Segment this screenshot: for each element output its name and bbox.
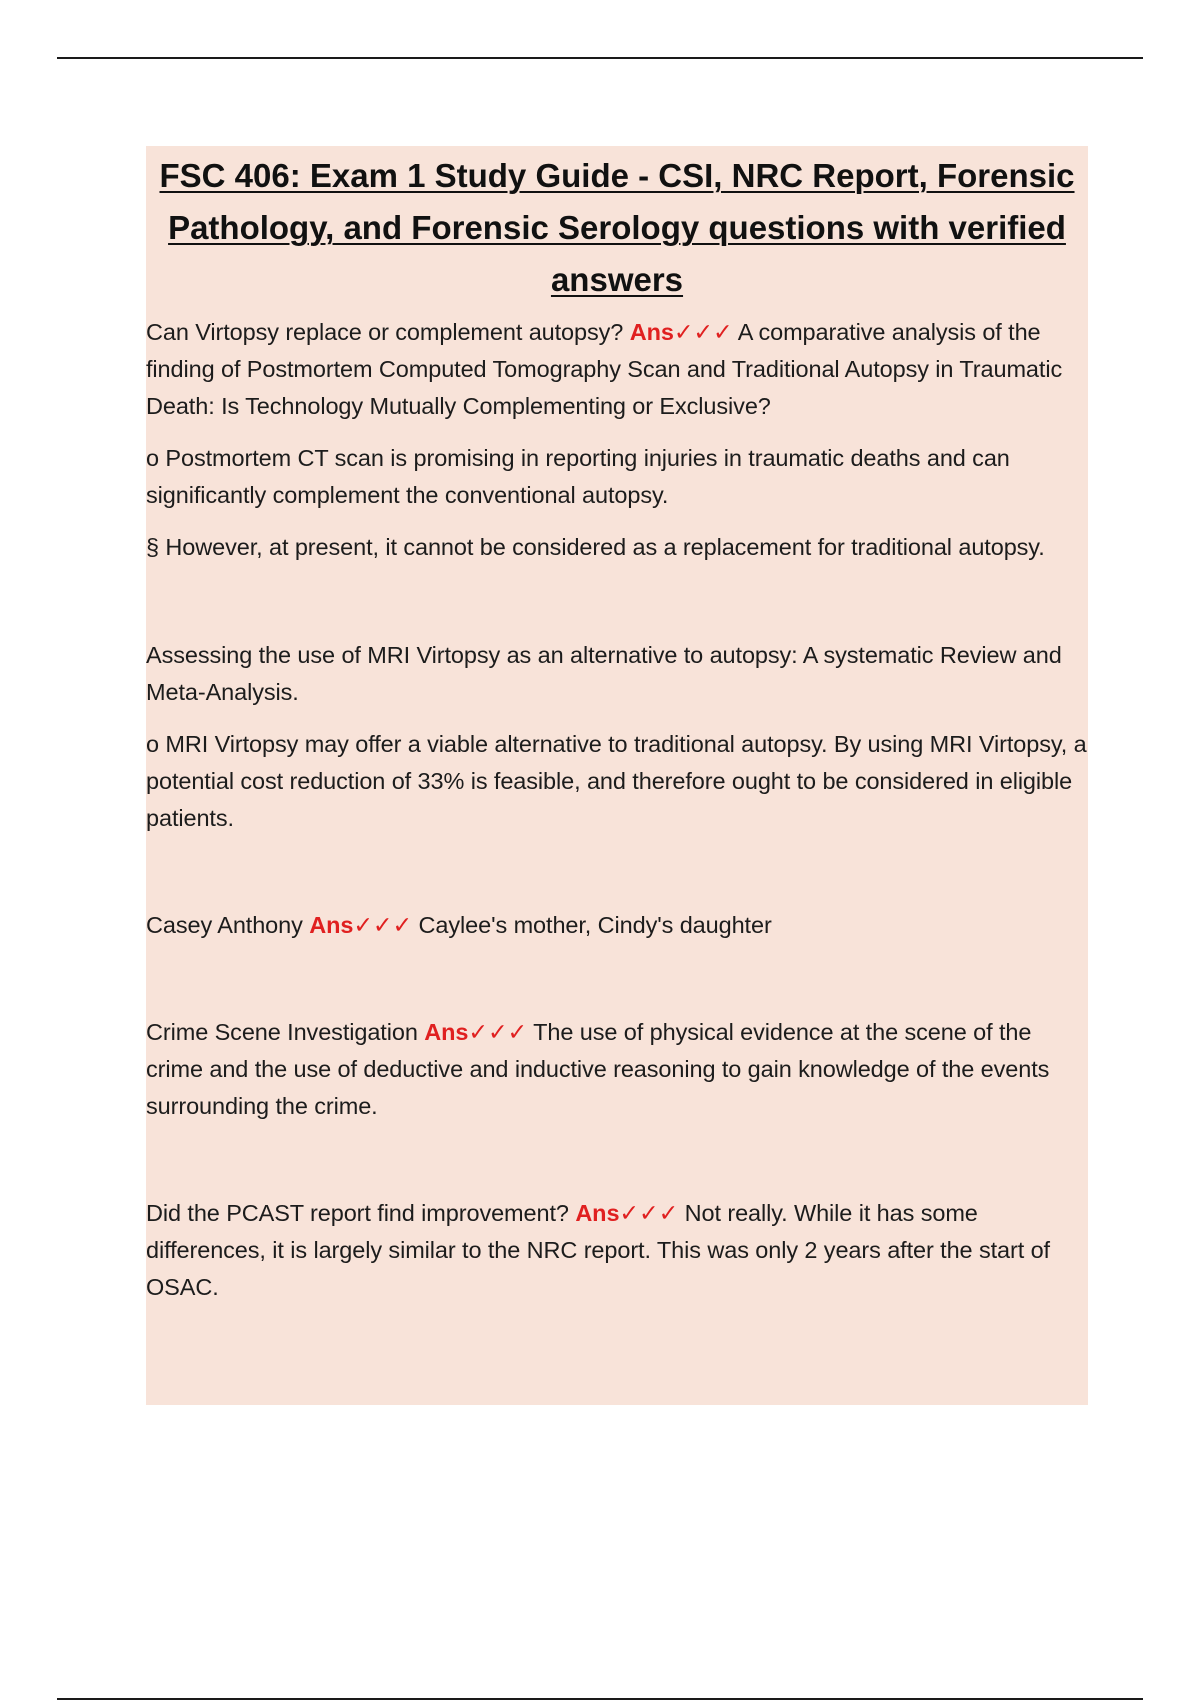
check-marks-icon: ✓✓✓ <box>673 319 733 345</box>
qa-item <box>146 1014 1088 1125</box>
question-text: Casey Anthony <box>146 912 303 938</box>
check-marks-icon: ✓✓✓ <box>353 912 413 938</box>
note-paragraph: o Postmortem CT scan is promising in reporting injuries in traumatic deaths and can significantly complement the conventional autopsy. <box>146 445 1010 508</box>
question-text: Did the PCAST report find improvement? <box>146 1200 569 1226</box>
answer-label: Ans <box>309 912 354 938</box>
answer-text: Caylee's mother, Cindy's daughter <box>418 912 772 938</box>
question-text: Crime Scene Investigation <box>146 1019 418 1045</box>
check-marks-icon: ✓✓✓ <box>468 1019 528 1045</box>
answer-text: A comparative analysis of the finding of Postmortem Computed Tomography Scan and Traditional Autopsy in Traumatic Death: Is Technology Mutually Complementing or Exclusive? <box>146 319 1063 419</box>
answer-label: Ans <box>424 1019 469 1045</box>
document-title: FSC 406: Exam 1 Study Guide - CSI, NRC Report, Forensic Pathology, and Forensic Serology questions with verified answers <box>159 157 1075 298</box>
question-text: Can Virtopsy replace or complement autopsy? <box>146 319 624 345</box>
qa-item <box>146 314 1088 425</box>
answer-text: The use of physical evidence at the scene of the crime and the use of deductive and inductive reasoning to gain knowledge of the events surrounding the crime. <box>146 1019 1050 1119</box>
qa-item <box>146 907 1088 944</box>
answer-label: Ans <box>575 1200 620 1226</box>
answer-text: Not really. While it has some differences, it is largely similar to the NRC report. This was only 2 years after the start of OSAC. <box>146 1200 1050 1300</box>
note-paragraph: o MRI Virtopsy may offer a viable alternative to traditional autopsy. By using MRI Virtopsy, a potential cost reduction of 33% is feasible, and therefore ought to be considered in eligible patients. <box>146 731 1087 831</box>
qa-item <box>146 1195 1088 1306</box>
check-marks-icon: ✓✓✓ <box>619 1200 679 1226</box>
answer-label: Ans <box>629 319 674 345</box>
note-paragraph: Assessing the use of MRI Virtopsy as an alternative to autopsy: A systematic Review and Meta-Analysis. <box>146 642 1062 705</box>
study-guide-content <box>146 146 1088 1405</box>
note-paragraph: § However, at present, it cannot be considered as a replacement for traditional autopsy. <box>146 534 1045 560</box>
header-rule <box>57 57 1143 59</box>
